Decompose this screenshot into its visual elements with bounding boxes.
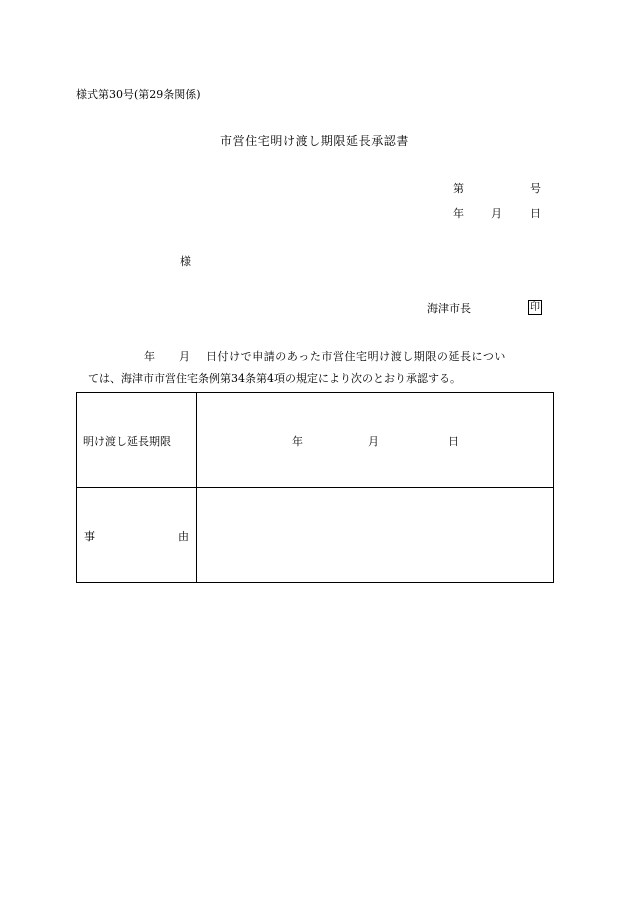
reason-label-cell — [77, 488, 197, 583]
deadline-label: 明け渡し延長期限 — [83, 435, 171, 448]
document-title: 市営住宅明け渡し期限延長承認書 — [220, 134, 410, 148]
deadline-day: 日 — [448, 435, 459, 448]
body-line2: ては、海津市市営住宅条例第34条第4項の規定により次のとおり承認する。 — [88, 372, 461, 385]
deadline-month: 月 — [368, 435, 379, 448]
table-row-extension-deadline — [77, 393, 554, 488]
addressee-suffix: 様 — [180, 255, 191, 268]
doc-date-month: 月 — [491, 207, 502, 220]
doc-date-day: 日 — [530, 207, 541, 220]
seal-mark: 印 — [530, 302, 540, 313]
reason-label-a: 事 — [84, 530, 95, 543]
body-month: 月 — [179, 350, 190, 363]
reason-label-b: 由 — [178, 530, 189, 543]
doc-number-suffix: 号 — [530, 182, 541, 195]
body-year: 年 — [144, 350, 155, 363]
reason-value-cell — [197, 488, 554, 583]
deadline-year: 年 — [292, 435, 303, 448]
deadline-value-cell — [197, 393, 554, 488]
deadline-label-cell — [77, 393, 197, 488]
table-row-reason — [77, 488, 554, 583]
doc-number-prefix: 第 — [453, 182, 464, 195]
approval-table — [76, 392, 554, 583]
form-number: 様式第30号(第29条関係) — [76, 88, 201, 101]
doc-date-year: 年 — [453, 207, 464, 220]
issuer-title: 海津市長 — [427, 302, 471, 315]
body-line1: 日付けで申請のあった市営住宅明け渡し期限の延長につい — [206, 350, 506, 363]
